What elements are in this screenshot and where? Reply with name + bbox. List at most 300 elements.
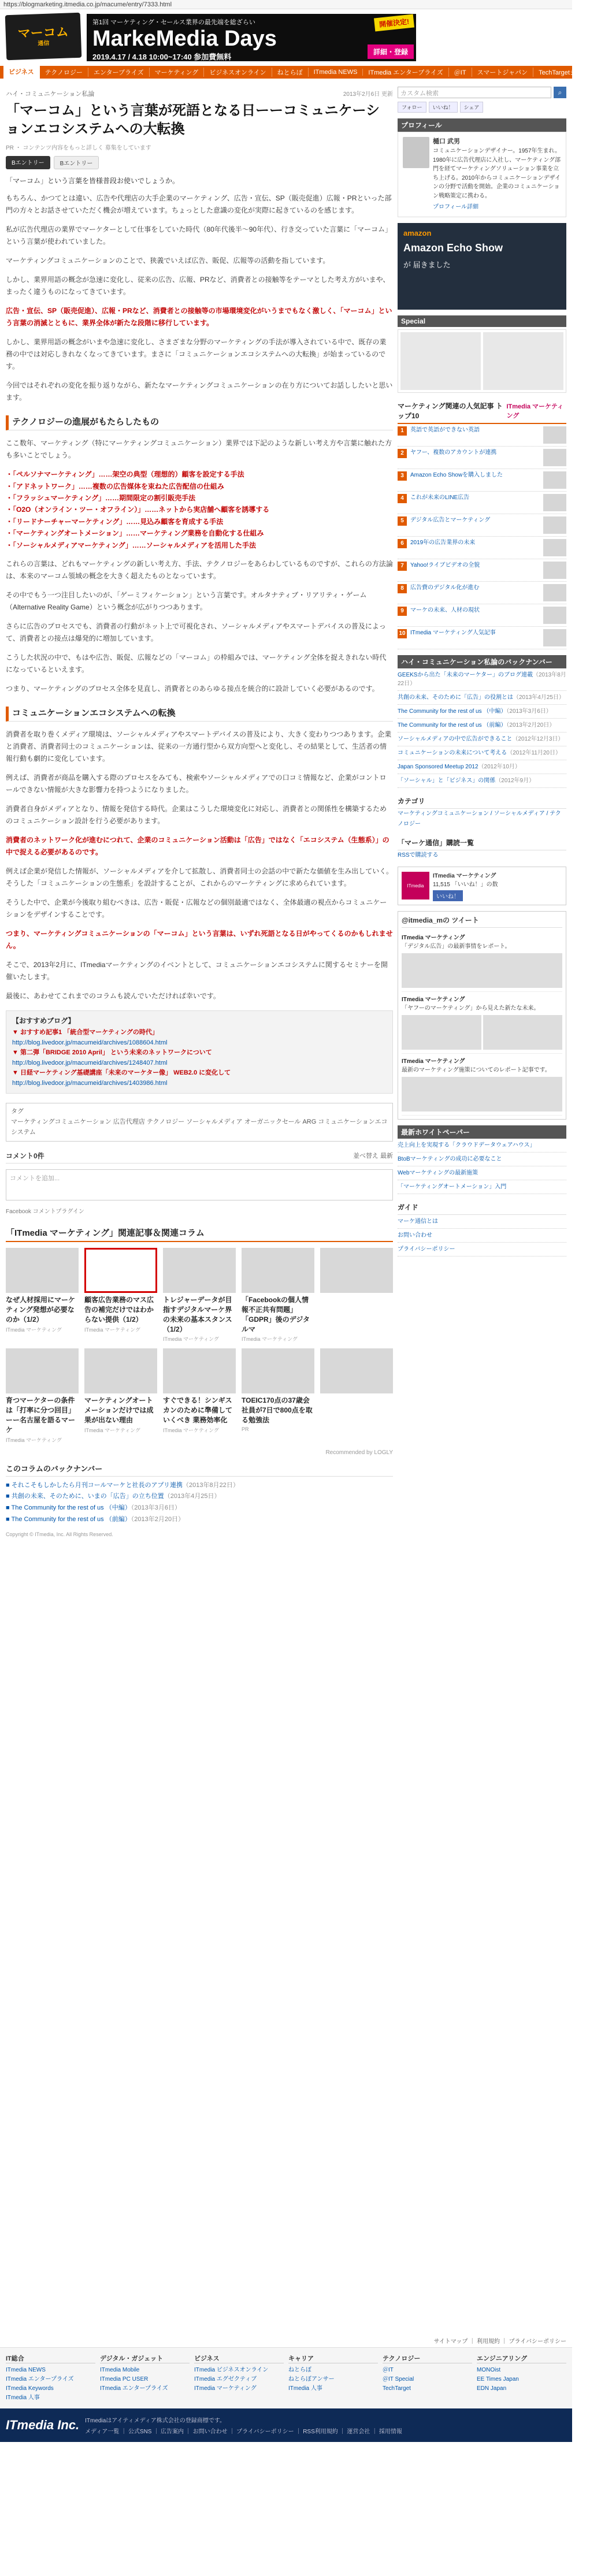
twitter-heading: @itmedia_mの ツイート [402,915,562,928]
paragraph: ここ数年、マーケティング（特にマーケティングコミュニケーション）業界では下記のような新しい考え方や言葉に触れた方も多いことでしょう。 [6,439,392,460]
backnumber-side-title[interactable]: The Community for the rest of us （前編） [398,722,507,728]
facebook-box [398,867,566,905]
footer-copy: ITmediaはアイティメディア株式会社の登録商標です。 [85,2418,225,2424]
top-nav [0,66,595,79]
ranking-title: マーケティング関連の人気記事 トップ10 [398,402,503,420]
guide-heading: ガイド [398,1200,566,1215]
paragraph: 私が広告代理店の業界でマーケターとして仕事をしていた時代（80年代後半〜90年代）、行き交っていた言葉に「マーコム」という言葉が使われていました。 [6,225,392,246]
footer-link[interactable]: EDN Japan [477,2385,507,2392]
related-card[interactable] [6,1348,79,1443]
rank-title[interactable]: デジタル広告とマーケティング [410,516,491,523]
tweet-author[interactable]: ITmedia マーケティング [402,1058,465,1065]
tag-box [6,1103,393,1142]
footer-column [6,2354,95,2403]
ranking-list [398,424,566,649]
rank-thumb [543,584,566,601]
tag-list[interactable]: マーケティングコミュニケーション 広告代理店 テクノロジー ソーシャルメディア オーガニックセール ARG コミュニケーションエコシステム [11,1118,388,1136]
banner-eyebrow: 第1回 マーケティング・セールス業界の最先端を総ざらい [92,19,255,26]
rank-number: 6 [398,539,407,548]
rank-title[interactable]: 英語で英語ができない英語 [410,426,480,433]
backnumber-side-title[interactable]: GEEKSから出た「未来のマーケター」のブログ連載 [398,671,533,678]
related-thumb [163,1248,236,1293]
related-card[interactable] [163,1248,236,1343]
itmedia-logo[interactable]: ITmedia Inc. [6,2418,80,2432]
footer-link[interactable]: MONOist [477,2367,501,2373]
special-banner[interactable] [483,332,563,390]
event-banner[interactable] [87,14,416,61]
related-card[interactable] [242,1248,314,1343]
backnumber-side-date: （2012年11月20日） [507,749,561,756]
backnumber-side-title[interactable]: コミュニケーションの未来について考える [398,749,507,756]
backnumber-title-text[interactable]: ■ The Community for the rest of us （前編） [6,1516,131,1523]
related-card-title[interactable]: 育つマーケターの条件は「打率に分つ回目」ーー名古屋を語るマーケ [6,1396,76,1434]
rank-thumb [543,516,566,534]
backnumber-side-item[interactable] [398,774,566,788]
tweet-image-part [402,1015,481,1050]
related-thumb [320,1248,393,1293]
tweet-author[interactable]: ITmedia マーケティング [402,996,465,1003]
tweet[interactable] [402,930,562,992]
article-meta [6,143,393,151]
lead-text: 「マーコム」という言葉を皆様普段お使いでしょうか。 [6,176,180,185]
footer-link[interactable]: ITmedia エグゼクティブ [194,2376,257,2382]
hatena-bookmark-button[interactable]: Bエントリー [6,156,50,169]
tweet-text: 最新のマーケティング施策についてのレポート記事です。 [402,1066,551,1073]
category-list[interactable]: マーケティングコミュニケーション / ソーシャルメディア / テクノロジー [398,810,561,827]
share-button[interactable]: シェア [460,102,484,113]
twitter-timeline [398,911,566,1120]
list-item: ・「マーケティングオートメーション」……マーケティング業務を自動化する仕組み [6,529,264,538]
recommend-box [6,1010,393,1094]
amazon-echo-ad[interactable] [398,223,566,310]
echo-sub: が 届きました [403,260,451,269]
ranking-item[interactable] [398,447,566,469]
ranking-item[interactable] [398,627,566,649]
footer-column [383,2354,472,2403]
backnumber-item[interactable] [6,1503,393,1514]
profile-box [398,132,566,217]
footer-link[interactable]: ITmedia 人事 [6,2395,40,2401]
recommend-link-title[interactable]: ▼ 第二弾「BRIDGE 2010 April」 という未来のネットワークについて [12,1049,212,1057]
recommend-heading: 【おすすめブログ】 [12,1016,75,1025]
paragraph: そうした中で、企業が今後取り組むべきは、広告・販促・広報などの個別最適ではなく、全体最適の視点からコミュニケーションをデザインすることです。 [6,898,387,919]
tweet-text: 「ヤフーのマーケティング」から見えた新たな未来。 [402,1005,540,1012]
rank-thumb [543,629,566,646]
related-card[interactable] [320,1248,393,1343]
related-card[interactable] [6,1248,79,1343]
whitepaper-list [398,1139,566,1194]
rank-number: 9 [398,607,407,616]
related-card[interactable] [242,1348,314,1443]
rss-link[interactable]: RSSで購読する [398,852,439,858]
backnumber-side-heading: ハイ・コミュニケーション私論のバックナンバー [398,655,566,668]
sort-control[interactable] [353,1151,393,1161]
recommend-link-url[interactable]: http://blog.livedoor.jp/macumeid/archives/1248407.html [12,1059,168,1066]
highlight-paragraph: 広告・宣伝、SP（販売促進）、広報・PRなど、消費者との接触等の市場環境変化がいうまでもなく激しく、「マーコム」という言葉の消滅とともに、業界全体が新たな段階に移行しています。 [6,307,392,328]
copyright-small: Copyright © ITmedia, Inc. All Rights Reserved. [6,1531,113,1537]
footer-link[interactable]: ＠IT Special [383,2376,414,2382]
footer-link[interactable]: ねとらぼ [288,2367,311,2373]
footer-column-heading: テクノロジー [383,2354,472,2363]
rank-thumb [543,607,566,624]
rank-thumb [543,539,566,556]
recommend-link-url[interactable]: http://blog.livedoor.jp/macumeid/archives/1403986.html [12,1079,168,1087]
ranking-item[interactable] [398,537,566,559]
footer-top-links[interactable]: サイトマップ ｜ 利用規約 ｜ プライバシーポリシー [0,2334,572,2348]
search-bar [398,87,566,98]
highlight-paragraph: つまり、マーケティングコミュニケーションの「マーコム」という言葉は、いずれ死語となる日がやってくるのかもしれません。 [6,929,393,950]
list-item: ・「アドネットワーク」……複数の広告媒体を束ねた広告配信の仕組み [6,482,224,490]
footer-link[interactable]: ITmedia マーケティング [194,2385,257,2392]
whitepaper-item[interactable]: BtoBマーケティングの成功に必要なこと [398,1153,566,1166]
backnumber-side-date: （2012年9月） [495,777,535,784]
footer-grid [0,2348,572,2408]
rank-title[interactable]: ヤフー、複数のアカウントが連携 [410,449,497,456]
backnumber-side-title[interactable]: Japan Sponsored Meetup 2012 [398,763,478,770]
sort-select[interactable]: 最新 [380,1153,393,1160]
sidebar [398,87,566,1257]
rank-thumb [543,494,566,511]
nav-item[interactable]: ITmedia エンタープライズ [363,68,448,77]
backnumber-side-date: （2013年2月20日） [506,722,555,728]
updated-date: 2013年2月6日 更新 [343,91,393,98]
backnumber-side-title[interactable]: ソーシャルメディアの中で広告ができること [398,735,513,742]
banner-badge: 開催決定! [374,14,414,32]
article-title: 「マーコム」という言葉が死語となる日ーーコミュニケーションエコシステムへの大転換 [6,103,380,137]
ranking-item[interactable] [398,469,566,492]
footer-nav[interactable]: メディア一覧 ｜ 公式SNS ｜ 広告案内 ｜ お問い合わせ ｜ プライバシーポリシー ｜ RSS利用規約 ｜ 運営会社 ｜ 採用情報 [85,2429,402,2435]
ranking-item[interactable] [398,559,566,582]
ranking-item[interactable] [398,514,566,537]
ranking-item[interactable] [398,492,566,514]
comment-input[interactable]: コメントを追加... [6,1169,393,1200]
hatena-bookmark-button-2[interactable]: Bエントリー [54,156,99,169]
related-thumb [163,1348,236,1393]
footer-link[interactable]: ITmedia PC USER [100,2376,149,2382]
backnumber-side-item[interactable] [398,691,566,705]
ranking-brand: ITmedia マーケティング [506,403,563,419]
paragraph: そこで、2013年2月に、ITmediaマーケティングのイベントとして、コミュニケーションエコシステムに関するセミナーを開催いたします。 [6,960,388,981]
tweet-text: 「デジタル広告」の最新事情をレポート。 [402,943,511,950]
keyword-list [6,469,393,551]
search-icon[interactable]: ⌕ [554,87,566,98]
logo-sub: 通信 [38,40,50,47]
backnumber-side-date: （2013年3月6日） [506,708,552,715]
backnumber-side-date: （2012年12月3日） [512,735,564,742]
related-title: 「ITmedia マーケティング」関連記事＆関連コラム [6,1226,393,1242]
whitepaper-heading: 最新ホワイトペーパー [398,1125,566,1139]
rank-title[interactable]: ITmedia マーケティング人気記事 [410,629,496,636]
guide-list [398,1215,566,1257]
category-heading: カテゴリ [398,794,566,809]
related-card-source: PR [242,1426,249,1432]
nav-item[interactable]: テクノロジー [40,68,88,77]
nav-item[interactable]: ＠IT [449,68,472,77]
rank-thumb [543,471,566,489]
nav-item[interactable]: スマートジャパン [472,68,534,77]
paragraph: もちろん、かつてとは違い、広告や代理店の大手企業のマーケティング、広告・宣伝、SP（販売促進）広報・PRといった部門の方々とお話させていただく機会が増えています。ちょっとした意識の変化が実際に起きているのを感じます。 [6,194,392,215]
rank-number: 10 [398,629,407,638]
related-card-source: ITmedia マーケティング [6,1326,62,1333]
rank-number: 3 [398,471,407,481]
backnumber-list [6,1480,393,1526]
related-card-source: ITmedia マーケティング [242,1336,298,1343]
backnumber-item[interactable] [6,1480,393,1492]
footer [0,2334,572,2442]
backnumber-title-text[interactable]: ■ The Community for the rest of us （中編） [6,1504,131,1512]
backnumber-side-date: （2013年8月22日） [398,671,566,687]
related-thumb [242,1248,314,1293]
tweet[interactable] [402,992,562,1054]
backnumber-title-text[interactable]: ■ それこそもしかしたら月刊コールマーケと社長のアプリ連携 [6,1481,183,1489]
search-input[interactable]: カスタム検索 [398,87,551,98]
backnumber-side-item[interactable] [398,668,566,691]
rank-thumb [543,426,566,444]
fb-page-name[interactable]: ITmedia マーケティング [433,872,496,879]
rank-title[interactable]: 2019年の広告業界の未来 [410,539,476,546]
url-bar[interactable]: https://blogmarketing.itmedia.co.jp/macume/entry/7333.html [0,0,572,9]
related-card[interactable] [84,1248,157,1343]
avatar [403,137,429,168]
banner-register-button[interactable]: 詳細・登録 [368,44,414,59]
comments-header [6,1151,393,1164]
masthead [0,9,572,66]
footer-link[interactable]: ITmedia NEWS [6,2367,46,2373]
backnumber-side-item[interactable] [398,746,566,760]
list-item: ・「ペルソナマーケティング」……架空の典型（理想的）顧客を設定する手法 [6,470,244,479]
footer-link[interactable]: ねとらぼアンサー [288,2376,335,2382]
rank-title[interactable]: これが未来のLINE広告 [410,494,470,501]
backnumber-side-title[interactable]: 共創の未来、そのために「広告」の役割とは [398,694,513,701]
ranking-item[interactable] [398,582,566,604]
site-logo[interactable] [5,13,82,60]
whitepaper-item[interactable]: 売上向上を実現する「クラウドデータウェアハウス」 [398,1139,566,1153]
special-heading: Special [398,315,566,327]
nav-item[interactable]: TechTargetジャパン [533,68,601,77]
rank-thumb [543,562,566,579]
echo-brand: amazon [403,228,432,237]
related-card-title[interactable]: 「Facebookの個人情報不正共有問題」「GDPR」後のデジタルマ [242,1296,310,1333]
banner-title: MarkeMedia Days [92,27,277,51]
paragraph: さらに広告のプロセスでも、消費者の行動がネット上で可視化され、ソーシャルメディアやスマートデバイスの普及によって、消費者との接点は爆発的に増加しています。 [6,622,386,642]
tweet[interactable] [402,1054,562,1116]
backnumber-title-text[interactable]: ■ 共創の未来、そのために、いまの「広告」の立ち位置 [6,1493,164,1500]
comments-count: コメント0件 [6,1152,44,1161]
backnumber-side-title[interactable]: 「ソーシャル」と「ビジネス」の関係 [398,777,496,784]
highlight-paragraph: 消費者のネットワーク化が進むにつれて、企業のコミュニケーション活動は「広告」ではなく「エコシステム（生態系）」の中で捉える必要があるのです。 [6,835,389,856]
related-thumb [320,1348,393,1393]
recommended-by[interactable]: Recommended by LOGLY [325,1449,393,1456]
nav-item[interactable]: ビジネス [3,66,40,79]
paragraph: つまり、マーケティングのプロセス全体を見直し、消費者とのあらゆる接点を統合的に設計していく必要があるのです。 [6,684,379,693]
rank-title[interactable]: Yahoo!ライブビデオの全貌 [410,562,480,568]
footer-column-heading: IT総合 [6,2354,95,2363]
breadcrumb-link[interactable]: ハイ・コミュニケーション私論 [6,91,95,98]
footer-link[interactable]: ITmedia 人事 [288,2385,322,2392]
footer-column [100,2354,190,2403]
paragraph: しかし、業界用語の概念がいまや急速に変化し、さまざまな分野のマーケティングの手法が導入されている中で、既存の業務の中では対応しきれなくなってきています。まさに「コミュニケーションエコシステムへの大転換」が始まっているのです。 [6,338,387,371]
related-card-title[interactable]: TOEIC170点の37歳会社員が7日で800点を取る勉強法 [242,1396,313,1425]
backnumber-title: このコラムのバックナンバー [6,1463,393,1477]
paragraph: しかし、業界用語の概念が急速に変化し、従来の広告、広報、PRなど、消費者との接触等をテーマとした考え方がいまや、まったく違うものになってきています。 [6,276,390,296]
recommend-link-url[interactable]: http://blog.livedoor.jp/macumeid/archives/1088604.html [12,1039,168,1046]
related-grid [6,1248,393,1443]
list-item: ・「フラッシュマーケティング」……期間限定の割引販売手法 [6,493,196,502]
logo-main: マーコム [17,24,69,42]
social-follow [398,102,566,113]
follow-button[interactable]: フォロー [398,102,426,113]
footer-column [477,2354,566,2403]
related-card-title[interactable]: すぐできる！シンギスカンのために準備していくべき 業務効率化 [163,1396,233,1425]
tweet-image[interactable] [402,953,562,988]
footer-link[interactable]: ITmedia エンタープライズ [6,2376,74,2382]
whitepaper-item[interactable]: Webマーケティングの最新施策 [398,1166,566,1180]
breadcrumb [6,89,393,98]
paragraph: 消費者自身がメディアとなり、情報を発信する時代。企業はこうした環境変化に対応し、消費者との関係性を構築するためのコミュニケーション設計を行う必要があります。 [6,804,387,825]
nav-item[interactable]: ITmedia NEWS [309,69,363,76]
paragraph: これらの言葉は、どれもマーケティングの新しい考え方、手法、テクノロジーをあらわしているものですが、これらの方法論は、本来のマーコム領域の概念を大きく超えたものとなっています。 [6,559,393,580]
tweet-image-part [483,1015,563,1050]
special-banners [398,329,566,393]
footer-column-heading: デジタル・ガジェット [100,2354,190,2363]
list-item: ・「O2O（オンライン・ツー・オフライン）」……ネットから実店舗へ顧客を誘導する [6,505,270,514]
guide-item[interactable]: マーケ通信とは [398,1215,566,1229]
nav-item[interactable]: マーケティング [150,68,205,77]
profile-heading: プロフィール [398,118,566,132]
paragraph: 例えば企業が発信した情報が、ソーシャルメディアを介して拡散し、消費者同士の会話の中で新たな価値を生み出していく。そうした「コミュニケーションの生態系」を設計することが、これからのマーケティングに求められています。 [6,867,393,887]
paragraph: 消費者を取り巻くメディア環境は、ソーシャルメディアやスマートデバイスの普及により、大きく変わりつつあります。企業と消費者、消費者同士のコミュニケーションは、従来の一方通行型から双方向型へと変化し、その結果として、生活者の情報行動も劇的に変化しています。 [6,730,392,763]
meta-left: PR ・ コンテンツ内容をもっと詳しく 募集をしています [6,144,151,151]
backnumber-item[interactable] [6,1514,393,1526]
echo-title: Amazon Echo Show [403,241,503,254]
rank-number: 1 [398,426,407,436]
list-item: ・「リードナーチャーマーケティング」……見込み顧客を育成する手法 [6,517,224,526]
ranking-header [398,399,566,424]
profile-text: コミュニケーションデザイナー。1957年生まれ。1980年に広告代理店に入社し、マーケティング部門を経てマーケティングソリューション事業を立ち上げる。2010年からコミュニケーションデザインの分野で活動を開始。企業のコミュニケーション戦略策定に携わる。 [433,148,561,199]
tweet-image[interactable] [402,1015,562,1050]
section-heading: コミュニケーションエコシステムへの転換 [6,707,393,722]
ranking-item[interactable] [398,604,566,627]
footer-column-heading: キャリア [288,2354,378,2363]
guide-item[interactable]: プライバシーポリシー [398,1243,566,1257]
rank-number: 7 [398,562,407,571]
backnumber-side-item[interactable] [398,733,566,746]
related-card-title[interactable]: なぜ人材採用にマーケティング発想が必要なのか（1/2） [6,1296,76,1324]
paragraph: こうした状況の中で、もはや広告、販促、広報などの「マーコム」の枠組みでは、マーケティング全体を捉えきれない時代になっているといえます。 [6,653,387,674]
tags-label: タグ [11,1108,24,1116]
ranking-item[interactable] [398,424,566,447]
backnumber-side-title[interactable]: The Community for the rest of us （中編） [398,708,507,715]
main-column [6,87,393,1543]
footer-link[interactable]: ITmedia エンタープライズ [100,2385,168,2392]
footer-bottom [0,2408,572,2442]
related-card-title[interactable]: トレジャーデータが目指すデジタルマーケ界の未来の基本スタンス（1/2） [163,1296,232,1333]
footer-link[interactable]: ITmedia Keywords [6,2385,54,2392]
related-thumb [84,1248,157,1293]
recommend-link-title[interactable]: ▼ おすすめ記事1 「統合型マーケティングの時代」 [12,1028,158,1036]
rank-title[interactable]: マーケの未来、人材の現状 [410,607,480,614]
rank-title[interactable]: Amazon Echo Showを購入しました [410,471,503,478]
rank-thumb [543,449,566,466]
tweet-author[interactable]: ITmedia マーケティング [402,934,465,941]
related-card-title[interactable]: 顧客広告業務のマス広告の補完だけではわからない提供（1/2） [84,1296,154,1324]
footer-link[interactable]: ITmedia Mobile [100,2367,140,2373]
footer-link[interactable]: EE Times Japan [477,2376,519,2382]
related-card[interactable] [84,1348,157,1443]
rss-heading: 「マーケ通信」購読一覧 [398,835,566,850]
backnumber-date: （2013年8月22日） [183,1481,239,1489]
related-card-title[interactable]: マーケティングオートメーションだけでは成果が出ない理由 [84,1396,154,1425]
related-thumb [242,1348,314,1393]
profile-name: 樋口 武男 [433,138,461,145]
itmedia-marketing-logo: ITmedia [402,872,429,899]
list-item: ・「ソーシャルメディアマーケティング」……ソーシャルメディアを活用した手法 [6,541,256,549]
related-thumb [6,1248,79,1293]
whitepaper-item[interactable]: 「マーケティングオートメーション」入門 [398,1180,566,1194]
backnumber-side-item[interactable] [398,705,566,719]
nav-item[interactable]: ビジネスオンライン [204,68,272,77]
footer-link[interactable]: ＠IT [383,2367,394,2373]
rank-number: 8 [398,584,407,593]
fb-like-button[interactable]: いいね！ [433,890,463,901]
footer-link[interactable]: ITmedia ビジネスオンライン [194,2367,269,2373]
backnumber-date: （2013年2月20日） [131,1516,185,1523]
profile-more-link[interactable]: プロフィール詳細 [433,204,478,211]
backnumber-side-item[interactable] [398,760,566,774]
like-button[interactable]: いいね！ [429,102,458,113]
backnumber-item[interactable] [6,1491,393,1503]
nav-item[interactable]: エンタープライズ [88,68,150,77]
share-bar [6,156,393,169]
rank-number: 5 [398,516,407,526]
rank-number: 4 [398,494,407,503]
fb-likes-count: 11,515 「いいね！」の数 [433,881,498,888]
facebook-comment-plugin[interactable]: Facebook コメントプラグイン [6,1209,84,1215]
backnumber-side-list [398,668,566,788]
backnumber-date: （2013年4月25日） [164,1493,221,1500]
footer-column [194,2354,284,2403]
section-heading: テクノロジーの進展がもたらしたもの [6,415,393,430]
backnumber-side-date: （2012年10月） [478,763,521,770]
related-card-source: ITmedia マーケティング [84,1427,140,1433]
paragraph: その中でもう一つ注目したいのが、「ゲーミフィケーション」という言葉です。オルタナティブ・リアリティ・ゲーム（Alternative Reality Game）という概念が広がりつつあります。 [6,590,367,611]
backnumber-side-item[interactable] [398,719,566,733]
tweet-image[interactable] [402,1077,562,1112]
related-card-source: ITmedia マーケティング [84,1326,140,1333]
backnumber-side-date: （2013年4月25日） [513,694,565,701]
sort-label: 並べ替え [353,1153,379,1160]
related-card[interactable] [320,1348,393,1443]
special-banner[interactable] [400,332,481,390]
guide-item[interactable]: お問い合わせ [398,1229,566,1243]
related-card[interactable] [163,1348,236,1443]
backnumber-date: （2013年3月6日） [131,1504,181,1512]
related-card-source: ITmedia マーケティング [6,1437,62,1443]
footer-column-heading: ビジネス [194,2354,284,2363]
rank-number: 2 [398,449,407,458]
paragraph: 今回ではそれぞれの変化を振り返りながら、新たなマーケティングコミュニケーションの在り方についてお話ししたいと思います。 [6,381,393,402]
footer-link[interactable]: TechTarget [383,2385,411,2392]
related-thumb [84,1348,157,1393]
recommend-link-title[interactable]: ▼ 日経マーケティング基礎講座「未来のマーケター像」 WEB2.0 に変化して [12,1069,231,1077]
paragraph: 最後に、あわせてこれまでのコラムも読んでいただければ幸いです。 [6,991,220,1000]
footer-column [288,2354,378,2403]
related-thumb [6,1348,79,1393]
nav-item[interactable]: ねとらぼ [272,68,309,77]
related-card-source: ITmedia マーケティング [163,1336,219,1343]
related-card-source: ITmedia マーケティング [163,1427,219,1433]
rank-title[interactable]: 広告費のデジタル化が進む [410,584,480,591]
